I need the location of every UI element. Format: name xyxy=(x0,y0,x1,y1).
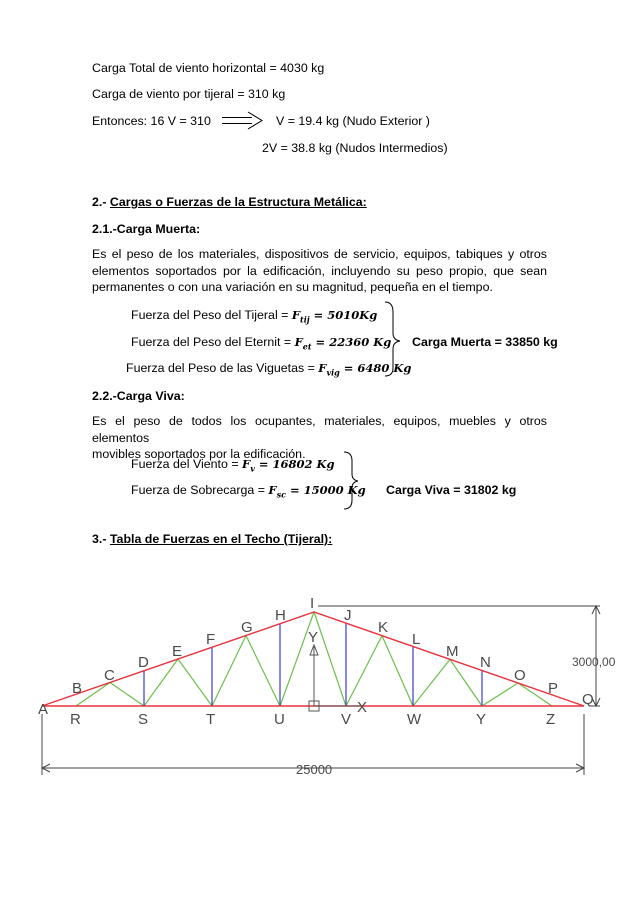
node-label-s: S xyxy=(138,711,149,728)
node-label-t: T xyxy=(206,711,216,728)
item-label: Fuerza del Peso del Eternit = xyxy=(131,335,295,349)
wind-per-truss-line: Carga de viento por tijeral = 310 kg xyxy=(92,87,286,101)
section-3-number: 3.- xyxy=(92,532,110,546)
span-dimension-label: 25000 xyxy=(296,762,333,777)
item-label: Fuerza de Sobrecarga = xyxy=(131,483,269,497)
node-label-c: C xyxy=(104,667,115,684)
item-label: Fuerza del Peso de las Viguetas = xyxy=(126,361,319,375)
force-subscript: tij xyxy=(300,314,310,325)
node-label-b: B xyxy=(72,680,83,697)
web-diagonal xyxy=(518,683,552,706)
wind-intermediate-nodes: 2V = 38.8 kg (Nudos Intermedios) xyxy=(262,141,448,155)
item-label: Fuerza del Viento = xyxy=(131,457,243,471)
paragraph-line: movibles soportados por la edificación. xyxy=(92,447,306,461)
height-dimension-label: 3000,00 xyxy=(572,655,616,669)
force-value: = 15000 Kg xyxy=(285,483,366,497)
node-label-l: L xyxy=(412,631,421,648)
web-diagonal xyxy=(178,659,212,706)
node-label-y: Y xyxy=(476,711,487,728)
force-value: = 6480 Kg xyxy=(339,361,412,375)
section-2-number: 2.- xyxy=(92,195,110,209)
node-label-h: H xyxy=(275,607,286,624)
section-2-title: Cargas o Fuerzas de la Estructura Metálica: xyxy=(109,195,367,209)
web-diagonal xyxy=(280,612,314,706)
web-diagonal xyxy=(413,659,450,706)
dead-load-total: Carga Muerta = 33850 kg xyxy=(412,335,558,349)
wind-exterior-node: V = 19.4 kg (Nudo Exterior ) xyxy=(276,114,430,128)
paragraph-line: elementos soportados por la edificación, incluyendo su peso propio, que sean xyxy=(92,263,547,278)
web-diagonal xyxy=(110,683,144,707)
live-load-total: Carga Viva = 31802 kg xyxy=(386,483,517,497)
node-label-j: J xyxy=(344,607,352,624)
web-diagonal xyxy=(144,659,178,706)
node-label-n: N xyxy=(480,654,491,671)
wind-total-line: Carga Total de viento horizontal = 4030 kg xyxy=(92,61,325,75)
node-label-m: M xyxy=(446,643,459,660)
wind-equation: Entonces: 16 V = 310 xyxy=(92,114,211,128)
node-label-o: O xyxy=(514,667,526,684)
paragraph-line: Es el peso de los materiales, dispositivos de servicio, equipos, tabiques y otros xyxy=(92,247,547,261)
web-diagonal xyxy=(382,636,413,706)
force-symbol: F xyxy=(294,335,303,349)
force-subscript: sc xyxy=(276,489,286,500)
force-symbol: F xyxy=(291,308,300,322)
node-label-z: Z xyxy=(546,711,556,728)
section-3-title: Tabla de Fuerzas en el Techo (Tijeral): xyxy=(109,532,333,546)
force-value: = 22360 Kg xyxy=(311,335,392,349)
node-label-w: W xyxy=(407,711,422,728)
node-label-f: F xyxy=(206,631,216,648)
force-symbol: F xyxy=(318,361,327,375)
force-subscript: et xyxy=(302,341,312,352)
node-label-a: A xyxy=(38,701,49,718)
node-label-g: G xyxy=(241,619,253,636)
web-diagonal xyxy=(246,636,280,707)
axis-label-y: Y xyxy=(308,629,319,646)
node-label-k: K xyxy=(378,619,389,636)
axis-label-x: X xyxy=(357,699,368,716)
web-diagonal xyxy=(346,636,382,706)
node-label-i: I xyxy=(310,595,315,612)
web-diagonal xyxy=(450,659,482,706)
item-label: Fuerza del Peso del Tijeral = xyxy=(131,308,292,322)
node-label-d: D xyxy=(138,654,149,671)
force-subscript: v xyxy=(250,463,255,474)
force-subscript: vig xyxy=(326,367,340,378)
section-2-1-heading: 2.1.-Carga Muerta: xyxy=(92,222,201,236)
node-label-u: U xyxy=(274,711,285,728)
paragraph-line: permanentes o con una variación en su magnitud, pequeña en el tiempo. xyxy=(92,280,493,294)
force-value: = 5010Kg xyxy=(309,308,378,322)
node-label-e: E xyxy=(172,643,183,660)
paragraph-line: Es el peso de todos los ocupantes, materiales, equipos, muebles y otros elementos xyxy=(92,414,547,445)
force-symbol: F xyxy=(268,483,277,497)
node-label-r: R xyxy=(70,711,81,728)
web-diagonal xyxy=(314,612,346,706)
force-symbol: F xyxy=(242,457,251,471)
node-label-p: P xyxy=(548,680,559,697)
web-diagonal xyxy=(482,683,518,706)
section-2-2-heading: 2.2.-Carga Viva: xyxy=(92,389,185,403)
node-label-q: Q xyxy=(582,691,594,708)
force-value: = 16802 Kg xyxy=(254,457,335,471)
node-label-v: V xyxy=(341,711,352,728)
